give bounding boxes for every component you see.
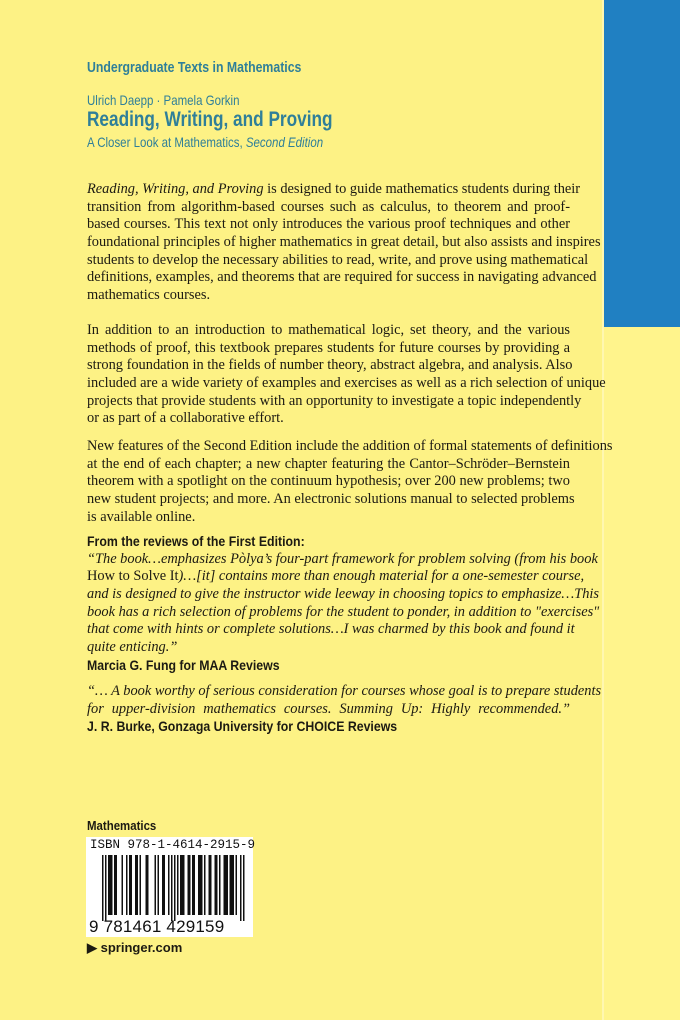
barcode-bar: [114, 855, 116, 915]
text-segment: quite enticing.”: [87, 639, 178, 656]
barcode-bar: [147, 855, 149, 915]
barcode-bar: [231, 855, 233, 915]
text-line: [87, 701, 570, 719]
text-segment: methods of proof, this textbook prepares students for future courses by providing a: [87, 339, 570, 356]
text-segment: In addition to an introduction to mathematical logic, set theory, and the various: [87, 322, 570, 338]
subtitle-text: A Closer Look at Mathematics,: [87, 134, 246, 150]
barcode-bar: [158, 855, 160, 915]
text-line: [87, 251, 589, 270]
barcode-bar: [168, 855, 170, 915]
barcode-bars: [86, 853, 253, 923]
text-segment: Reading, Writing, and Proving: [87, 181, 264, 197]
barcode-bar: [164, 855, 166, 915]
barcode-bar: [215, 855, 217, 915]
text-line: [87, 568, 585, 586]
barcode-bar: [105, 855, 107, 921]
barcode-bar: [200, 855, 202, 915]
text-line: [87, 234, 601, 252]
barcode-bar: [201, 855, 203, 915]
barcode-bar: [210, 855, 212, 915]
text-segment: transition from algorithm-based courses such as calculus, to theorem and proof-: [87, 198, 570, 215]
text-line: [87, 357, 573, 375]
barcode-bar: [209, 855, 211, 915]
isbn-text: ISBN 978-1-4614-2915-9: [90, 838, 256, 852]
barcode-bar: [155, 855, 157, 915]
barcode-bar: [122, 855, 124, 915]
authors: Ulrich Daepp · Pamela Gorkin: [87, 92, 240, 108]
text-line: [87, 586, 600, 604]
barcode-bar: [135, 855, 137, 915]
text-segment: included are a wide variety of examples and exercises as well as a rich selection of unique: [87, 375, 606, 392]
text-line: [87, 621, 575, 639]
website-text: springer.com: [100, 940, 183, 955]
text-segment: new student projects; and more. An electronic solutions manual to selected problems: [87, 491, 575, 508]
barcode-bar: [240, 855, 242, 921]
review-maa: [87, 533, 600, 675]
text-line: [87, 509, 570, 527]
text-segment: From the reviews of the First Edition:: [87, 533, 305, 549]
text-line: [87, 287, 570, 305]
text-segment: for upper-division mathematics courses. Summing Up: Highly recommended.”: [87, 700, 570, 717]
text-segment: theorem with a spotlight on the continuum hypothesis; over 200 new problems; two: [87, 473, 570, 490]
description-paragraph-1: [87, 181, 601, 305]
barcode-bar: [192, 855, 194, 915]
barcode-bar: [225, 855, 227, 915]
description-paragraph-2: [87, 322, 606, 428]
text-segment: based courses. This text not only introduces the various proof techniques and other: [87, 216, 570, 233]
barcode-bar: [137, 855, 139, 915]
text-line: [87, 657, 570, 675]
text-segment: definitions, examples, and theorems that are required for success in navigating advanced: [87, 269, 597, 286]
text-segment: that come with hints or complete solutions…I was charmed by this book and found it: [87, 621, 575, 638]
text-line: [87, 410, 570, 428]
text-segment: is designed to guide mathematics students during their: [263, 181, 581, 197]
text-line: [87, 639, 570, 657]
text-segment: projects that provide students with an opportunity to investigate a topic independently: [87, 392, 582, 409]
text-line: [87, 456, 570, 474]
text-line: [87, 718, 570, 736]
barcode-bar: [198, 855, 200, 915]
barcode-bar: [126, 855, 128, 915]
barcode-bar: [194, 855, 196, 915]
text-segment: or as part of a collaborative effort.: [87, 410, 284, 427]
text-line: [87, 392, 582, 411]
text-line: [87, 181, 581, 199]
text-segment: at the end of each chapter; a new chapter featuring the Cantor–Schröder–Bernstein: [87, 455, 570, 472]
barcode-bar: [116, 855, 118, 915]
text-segment: “The book…emphasizes Pòlya’s four-part framework for problem solving (from his book: [87, 550, 598, 567]
barcode-bar: [140, 855, 142, 915]
text-segment: and is designed to give the instructor wide leeway in choosing topics to emphasize…This: [87, 586, 600, 603]
text-segment: Marcia G. Fung for MAA Reviews: [87, 656, 280, 673]
barcode-bar: [108, 855, 110, 915]
series-name: Undergraduate Texts in Mathematics: [87, 59, 302, 76]
text-line: [87, 550, 598, 569]
text-line: [87, 473, 570, 491]
barcode-bar: [162, 855, 164, 915]
barcode-bar: [230, 855, 232, 915]
barcode-bar: [188, 855, 190, 915]
arrow-right-icon: ▶: [87, 940, 97, 955]
barcode-bar: [233, 855, 235, 915]
text-segment: mathematics courses.: [87, 287, 211, 304]
barcode-bar: [171, 855, 173, 921]
text-line: [87, 340, 570, 358]
barcode-bar: [219, 855, 221, 915]
barcode-bar: [180, 855, 182, 915]
barcode-bar: [236, 855, 238, 915]
text-segment: students to develop the necessary abilities to read, write, and prove using mathematical: [87, 251, 589, 268]
barcode-bar: [131, 855, 133, 915]
barcode-bar: [174, 855, 176, 921]
text-line: [87, 533, 570, 551]
barcode-bar: [224, 855, 226, 915]
barcode-bar: [177, 855, 179, 915]
text-segment: “… A book worthy of serious consideration for courses whose goal is to prepare students: [87, 683, 602, 699]
text-segment: J. R. Burke, Gonzaga University for CHOICE Reviews: [87, 718, 398, 735]
barcode-digits: 9 781461 429159: [89, 917, 225, 936]
blue-band: [604, 0, 680, 327]
subtitle-edition: Second Edition: [245, 134, 324, 150]
text-segment: )…[it] contains more than enough material for a one-semester course,: [178, 568, 585, 585]
text-segment: is available online.: [87, 508, 196, 525]
review-choice: [87, 683, 602, 736]
barcode-bar: [183, 855, 185, 915]
text-line: [87, 375, 606, 393]
barcode-bar: [204, 855, 206, 915]
description-paragraph-3: [87, 438, 613, 526]
barcode-bar: [129, 855, 131, 915]
barcode-bar: [102, 855, 104, 921]
text-line: [87, 199, 570, 217]
barcode-bar: [146, 855, 148, 915]
text-line: [87, 269, 597, 287]
barcode-bar: [111, 855, 113, 915]
barcode-bar: [110, 855, 112, 915]
subject-label: Mathematics: [87, 818, 157, 833]
text-line: [87, 438, 613, 456]
barcode-bar: [227, 855, 229, 915]
text-segment: book has a rich selection of problems for the student to ponder, in addition to "exercises": [87, 603, 600, 620]
barcode-bar: [243, 855, 245, 921]
text-line: [87, 491, 575, 509]
text-segment: How to Solve It: [87, 568, 179, 585]
text-line: [87, 322, 570, 340]
barcode-bar: [216, 855, 218, 915]
text-line: [87, 683, 602, 701]
barcode-bar: [182, 855, 184, 915]
text-segment: New features of the Second Edition include the addition of formal statements of definitions: [87, 438, 613, 454]
book-subtitle: [87, 134, 323, 150]
text-line: [87, 216, 570, 234]
barcode-bar: [189, 855, 191, 915]
book-title: Reading, Writing, and Proving: [87, 108, 333, 131]
isbn-barcode: [86, 837, 256, 937]
text-segment: strong foundation in the fields of number theory, abstract algebra, and analysis. Also: [87, 357, 573, 374]
text-segment: foundational principles of higher mathematics in great detail, but also assists and inspires: [87, 234, 601, 251]
text-line: [87, 603, 600, 622]
publisher-link[interactable]: [87, 940, 182, 956]
